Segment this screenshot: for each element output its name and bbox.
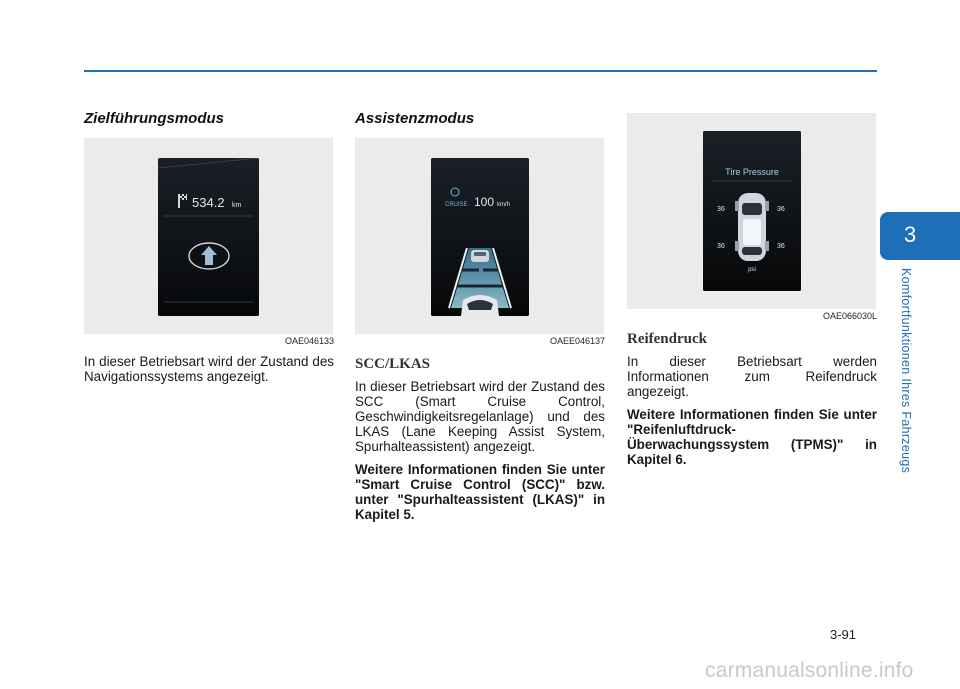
image-code: OAE046133 bbox=[284, 336, 334, 346]
lead-car-icon bbox=[471, 250, 489, 262]
watermark: carmanualsonline.info bbox=[705, 659, 914, 682]
chapter-number: 3 bbox=[904, 222, 917, 247]
paragraph: In dieser Betriebsart wird der Zustand des SCC (Smart Cruise Control, Geschwindigkeitsregelanlage) und des LKAS (Lane Keeping Assist System, Spurhalteassistent) angezeigt. bbox=[355, 379, 605, 454]
speed-value: 100 bbox=[474, 195, 495, 209]
speed-unit: km/h bbox=[497, 202, 511, 208]
paragraph: In dieser Betriebsart wird der Zustand des Navigationssystems angezeigt. bbox=[84, 354, 334, 384]
chapter-label-container bbox=[899, 268, 915, 488]
cluster-screen bbox=[431, 158, 529, 316]
section-heading: Assistenzmodus bbox=[355, 110, 475, 127]
figure-tire bbox=[627, 113, 876, 309]
chapter-label: Komfortfunktionen Ihres Fahrzeugs bbox=[899, 268, 913, 474]
top-rule bbox=[84, 70, 877, 72]
tire-rl: 36 bbox=[717, 243, 725, 250]
tire-fr: 36 bbox=[777, 206, 785, 213]
paragraph: In dieser Betriebsart werden Informationen zum Reifendruck angezeigt. bbox=[627, 354, 877, 399]
cluster-screen bbox=[158, 158, 259, 316]
assist-display bbox=[431, 158, 529, 316]
tire-fl: 36 bbox=[717, 206, 725, 213]
subheading: SCC/LKAS bbox=[355, 356, 431, 372]
distance-value: 534.2 bbox=[192, 195, 225, 210]
paragraph-note: Weitere Informationen finden Sie unter "Smart Cruise Control (SCC)" bzw. unter "Spurhalteassistent (LKAS)" in Kapitel 5. bbox=[355, 462, 605, 522]
column-assist bbox=[355, 110, 605, 522]
chapter-tab bbox=[880, 212, 960, 260]
page-number: 3-91 bbox=[830, 627, 857, 642]
tire-rr: 36 bbox=[777, 243, 785, 250]
tire-title: Tire Pressure bbox=[725, 167, 779, 177]
figure-navigation bbox=[84, 138, 333, 334]
tire-pressure-display bbox=[703, 131, 801, 291]
navigation-display bbox=[158, 158, 259, 316]
column-navigation bbox=[84, 110, 334, 384]
cluster-screen bbox=[703, 131, 801, 291]
subheading: Reifendruck bbox=[627, 331, 707, 347]
pressure-unit: psi bbox=[748, 267, 756, 273]
car-top-view-icon bbox=[735, 193, 769, 261]
section-heading: Zielführungsmodus bbox=[84, 110, 224, 127]
paragraph-note: Weitere Informationen finden Sie unter "Reifenluftdruck-Überwachungssystem (TPMS)" in Kapitel 6. bbox=[627, 407, 877, 467]
image-code: OAE066030L bbox=[822, 311, 877, 321]
column-tire bbox=[627, 113, 877, 467]
image-code: OAEE046137 bbox=[549, 336, 605, 346]
cruise-label: CRUISE bbox=[445, 202, 468, 208]
own-car-icon bbox=[461, 295, 499, 316]
distance-unit: km bbox=[232, 202, 242, 209]
figure-assist bbox=[355, 138, 604, 334]
